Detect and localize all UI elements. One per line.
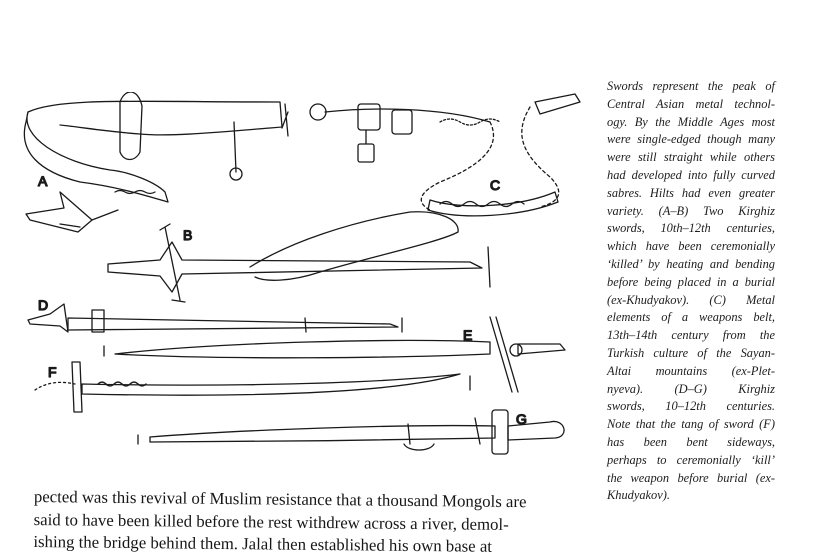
body-line: ishing the bridge behind them. Jalal then established his own base at bbox=[33, 531, 493, 556]
sword-d-drawing bbox=[28, 304, 402, 332]
label-g: G bbox=[516, 411, 527, 427]
label-b: B bbox=[183, 227, 193, 243]
caption-line: before being placed in a burial bbox=[607, 274, 775, 289]
sword-drawings bbox=[20, 92, 600, 464]
body-line: said to have been killed before the rest withdrew across a river, demol- bbox=[33, 509, 509, 534]
body-line: pected was this revival of Muslim resistance that a thousand Mongols are bbox=[33, 486, 527, 512]
caption-line: were single-edged though many bbox=[607, 132, 775, 147]
label-a: A bbox=[38, 173, 48, 189]
caption-line: were still straight while others bbox=[607, 150, 775, 165]
sword-b-drawing bbox=[108, 212, 490, 302]
sword-e-drawing bbox=[104, 317, 565, 392]
caption-line: sabres. Hilts had even greater bbox=[607, 185, 775, 200]
caption-line: (ex-Khudyakov). (C) Metal bbox=[607, 292, 775, 307]
caption-line: Khudyakov). bbox=[607, 488, 670, 503]
sword-g-drawing bbox=[138, 410, 564, 454]
sword-a-drawing bbox=[24, 92, 288, 232]
caption-line: Note that the tang of sword (F) bbox=[607, 417, 775, 432]
sword-f-drawing bbox=[35, 362, 470, 412]
caption-line: Turkish culture of the Sayan- bbox=[607, 345, 775, 360]
label-e: E bbox=[463, 327, 473, 343]
label-c: C bbox=[490, 177, 501, 193]
caption-line: 13th–14th century from the bbox=[607, 328, 775, 343]
caption-line: the weapon before burial (ex- bbox=[607, 470, 775, 485]
body-paragraph bbox=[33, 486, 594, 559]
caption-line: nyeva). (D–G) Kirghiz bbox=[607, 381, 775, 396]
caption-line: has been bent sideways, bbox=[607, 434, 775, 449]
caption-line: swords, 10–12th centuries. bbox=[607, 399, 775, 414]
sword-illustration bbox=[20, 92, 600, 464]
caption-line: which have been ceremonially bbox=[607, 239, 775, 254]
caption-line: perhaps to ceremonially ‘kill’ bbox=[607, 452, 775, 467]
caption-line: Central Asian metal technol- bbox=[607, 96, 775, 111]
caption-line: had developed into fully curved bbox=[607, 167, 775, 182]
label-f: F bbox=[48, 364, 57, 380]
caption-line: ‘killed’ by heating and bending bbox=[607, 256, 775, 271]
caption-line: ogy. By the Middle Ages most bbox=[607, 114, 775, 129]
caption-line: Swords represent the peak of bbox=[607, 79, 775, 93]
figure-caption bbox=[607, 78, 775, 505]
caption-line: swords, 10th–12th centuries, bbox=[607, 221, 775, 236]
caption-line: Altai mountains (ex-Plet- bbox=[607, 363, 775, 378]
caption-line: variety. (A–B) Two Kirghiz bbox=[607, 203, 775, 218]
belt-elements-c-drawing bbox=[310, 94, 580, 216]
caption-line: elements of a weapons belt, bbox=[607, 310, 775, 325]
label-d: D bbox=[38, 297, 49, 313]
